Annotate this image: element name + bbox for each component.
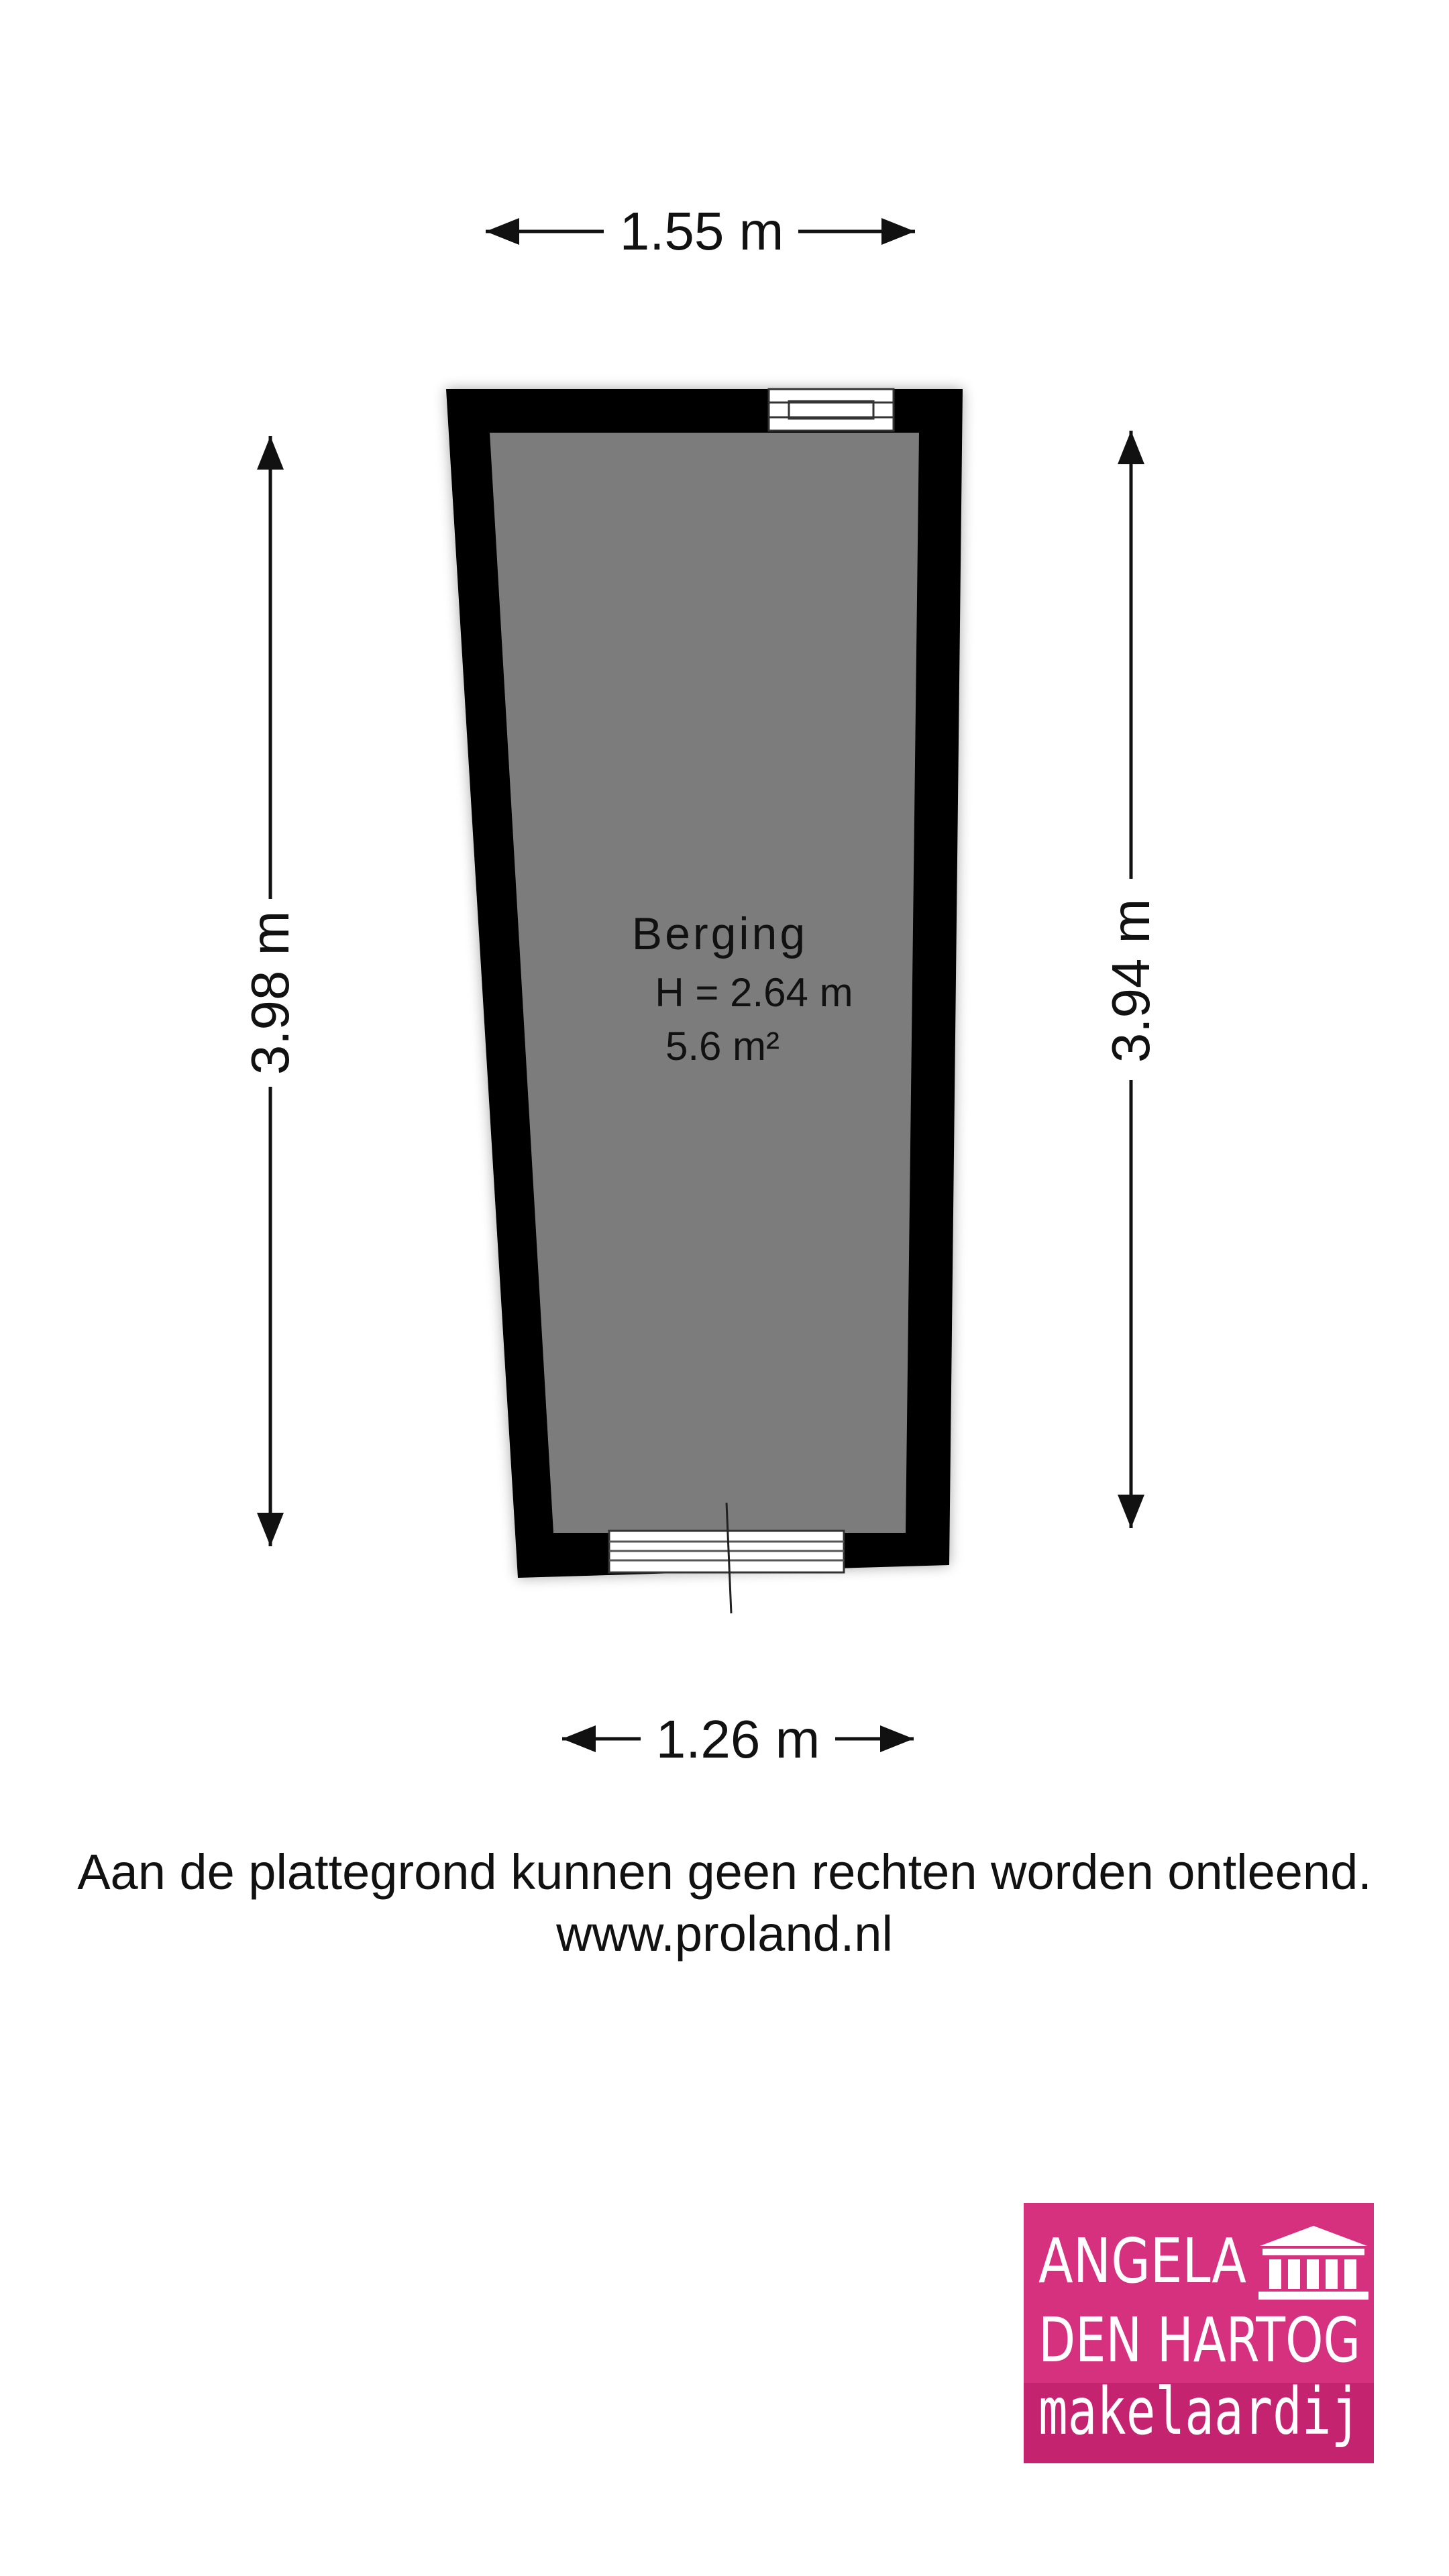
top-dimension: [486, 201, 915, 261]
top-dimension-label: 1.55 m: [619, 201, 784, 261]
top-window: [769, 389, 894, 431]
logo-line-2: DEN HARTOG: [1038, 2304, 1360, 2376]
right-dimension-label: 3.94 m: [1101, 898, 1161, 1063]
left-dimension-label: 3.98 m: [240, 910, 300, 1075]
logo-line-3: makelaardij: [1038, 2374, 1360, 2449]
top-window-frame: [769, 389, 894, 431]
room-height: H = 2.64 m: [655, 970, 853, 1015]
website-link[interactable]: www.proland.nl: [556, 1906, 893, 1962]
room-area: 5.6 m²: [665, 1024, 780, 1069]
agency-logo: [1024, 2203, 1374, 2463]
logo-line-1: ANGELA: [1038, 2225, 1247, 2297]
bottom-dimension-label: 1.26 m: [655, 1709, 820, 1769]
right-dimension: [1101, 431, 1161, 1528]
bottom-dimension: [562, 1709, 914, 1769]
room-name: Berging: [631, 908, 808, 959]
disclaimer-text: Aan de plattegrond kunnen geen rechten worden ontleend.: [77, 1844, 1372, 1900]
left-dimension: [240, 436, 300, 1546]
